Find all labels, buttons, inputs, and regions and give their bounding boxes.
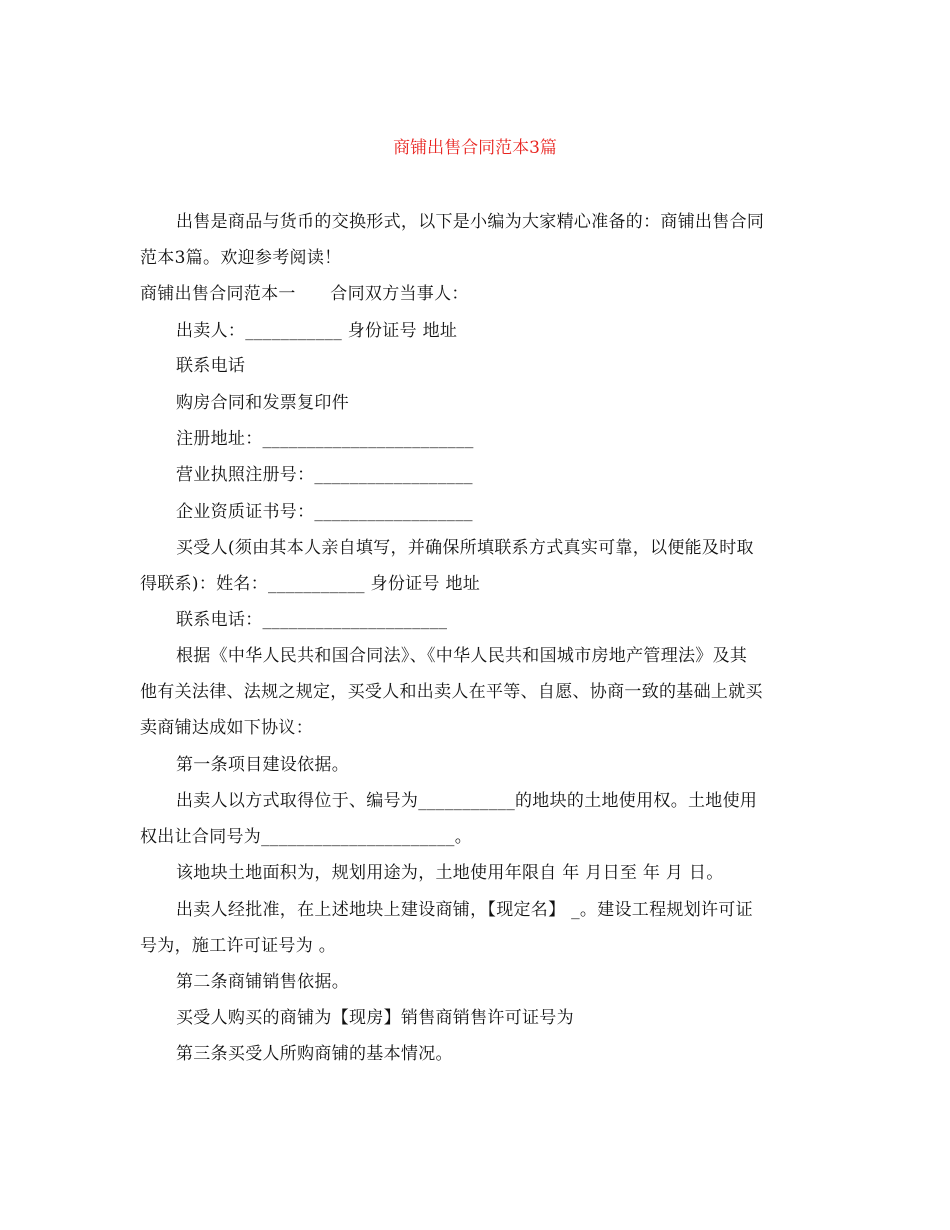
paragraph-line: 营业执照注册号：__________________: [176, 465, 473, 485]
paragraph-line: 买受人(须由其本人亲自填写，并确保所填联系方式真实可靠，以便能及时取: [176, 538, 754, 558]
paragraph-line: 得联系)：姓名：___________ 身份证号 地址: [140, 574, 481, 594]
paragraph-line: 第一条项目建设依据。: [176, 755, 349, 775]
paragraph-line: 根据《中华人民共和国合同法》、《中华人民共和国城市房地产管理法》及其: [176, 646, 748, 666]
document-title: 商铺出售合同范本3篇: [393, 138, 557, 158]
paragraph-line: 号为，施工许可证号为 。: [140, 936, 337, 956]
paragraph-line: 第二条商铺销售依据。: [176, 972, 349, 992]
paragraph-line: 他有关法律、法规之规定，买受人和出卖人在平等、自愿、协商一致的基础上就买: [140, 682, 763, 702]
paragraph-line: 联系电话: [176, 356, 246, 376]
paragraph-line: 企业资质证书号：__________________: [176, 502, 473, 522]
paragraph-line: 出卖人：___________ 身份证号 地址: [176, 321, 458, 341]
paragraph-line: 第三条买受人所购商铺的基本情况。: [176, 1044, 453, 1064]
paragraph-line: 权出让合同号为______________________。: [140, 827, 472, 847]
paragraph-line: 购房合同和发票复印件: [176, 393, 349, 413]
paragraph-line: 出卖人以方式取得位于、编号为___________的地块的土地使用权。土地使用: [176, 791, 758, 811]
paragraph-line: 注册地址：________________________: [176, 429, 474, 449]
paragraph-line: 范本3篇。欢迎参考阅读！: [140, 248, 342, 268]
paragraph-line: 该地块土地面积为，规划用途为，土地使用年限自 年 月日至 年 月 日。: [176, 863, 724, 883]
paragraph-line: 出售是商品与货币的交换形式，以下是小编为大家精心准备的：商铺出售合同: [176, 212, 765, 232]
paragraph-line: 卖商铺达成如下协议：: [140, 718, 313, 738]
paragraph-line: 出卖人经批准，在上述地块上建设商铺，【现定名】 _。建设工程规划许可证: [176, 900, 753, 920]
paragraph-line: 联系电话：_____________________: [176, 610, 448, 630]
paragraph-line: 买受人购买的商铺为【现房】销售商销售许可证号为: [176, 1008, 574, 1028]
paragraph-line: 商铺出售合同范本一 合同双方当事人：: [140, 284, 469, 304]
